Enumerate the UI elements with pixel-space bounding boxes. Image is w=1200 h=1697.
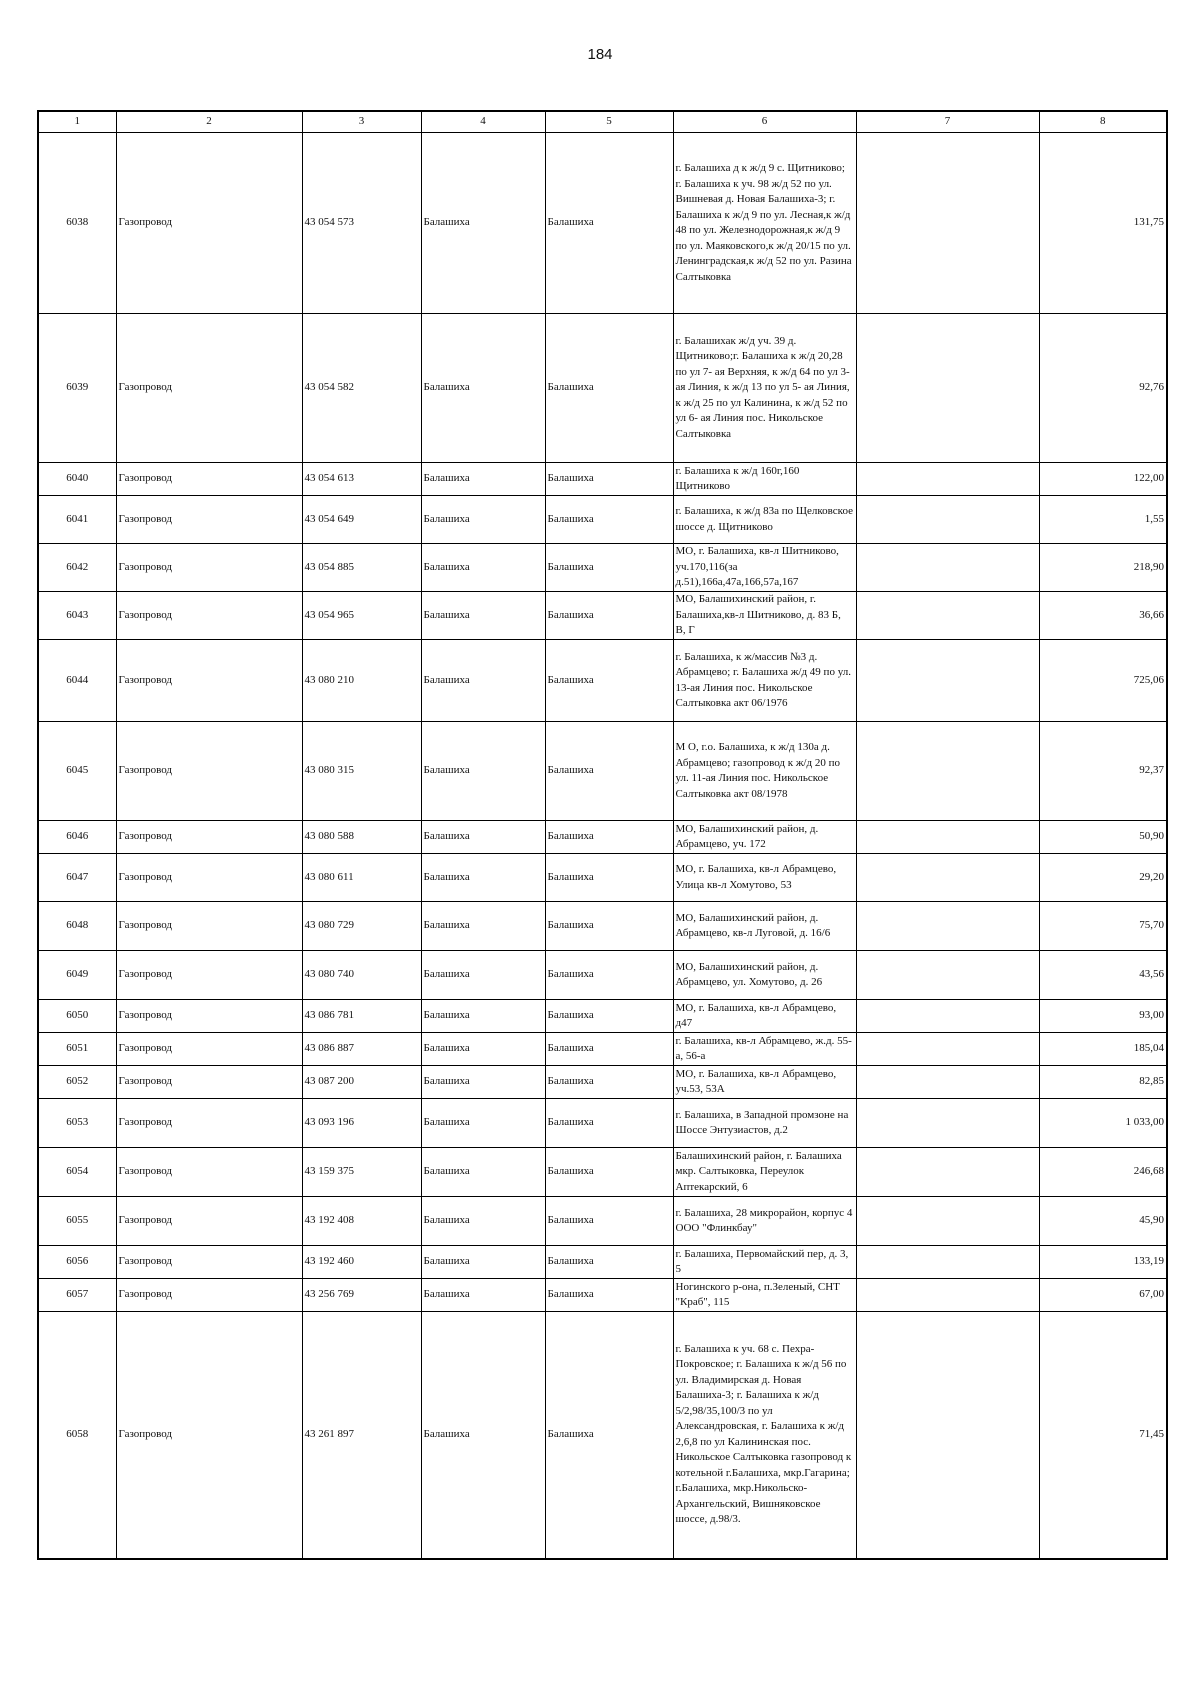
table-row: [38, 133, 1167, 314]
cell-municipality: Балашиха: [545, 1099, 673, 1148]
cell-code: 43 054 965: [302, 592, 421, 640]
cell-municipality: Балашиха: [545, 1148, 673, 1197]
cell-code: 43 192 460: [302, 1246, 421, 1279]
cell-municipality: Балашиха: [545, 314, 673, 463]
cell-number: 6045: [38, 722, 116, 821]
table-row: [38, 314, 1167, 463]
cell-municipality: Балашиха: [545, 1246, 673, 1279]
cell-code: 43 080 729: [302, 902, 421, 951]
cell-value: 246,68: [1039, 1148, 1167, 1197]
cell-locality: Балашиха: [421, 1099, 545, 1148]
cell-name: Газопровод: [116, 1197, 302, 1246]
cell-empty: [856, 1000, 1039, 1033]
cell-name: Газопровод: [116, 133, 302, 314]
cell-value: 82,85: [1039, 1066, 1167, 1099]
cell-value: 67,00: [1039, 1279, 1167, 1312]
cell-value: 92,37: [1039, 722, 1167, 821]
table-row: [38, 1033, 1167, 1066]
table-row: [38, 592, 1167, 640]
table-row: [38, 1246, 1167, 1279]
cell-name: Газопровод: [116, 854, 302, 902]
cell-empty: [856, 722, 1039, 821]
cell-locality: Балашиха: [421, 951, 545, 1000]
table-row: [38, 640, 1167, 722]
table-row: [38, 821, 1167, 854]
table-row: [38, 951, 1167, 1000]
cell-locality: Балашиха: [421, 821, 545, 854]
cell-value: 36,66: [1039, 592, 1167, 640]
cell-name: Газопровод: [116, 1000, 302, 1033]
cell-empty: [856, 592, 1039, 640]
table-row: [38, 1312, 1167, 1559]
cell-locality: Балашиха: [421, 1197, 545, 1246]
cell-value: 218,90: [1039, 544, 1167, 592]
cell-municipality: Балашиха: [545, 854, 673, 902]
table-row: [38, 902, 1167, 951]
cell-name: Газопровод: [116, 902, 302, 951]
cell-value: 43,56: [1039, 951, 1167, 1000]
cell-number: 6039: [38, 314, 116, 463]
cell-empty: [856, 1099, 1039, 1148]
cell-address: г. Балашиха, Первомайский пер, д. 3, 5: [673, 1246, 856, 1279]
cell-name: Газопровод: [116, 463, 302, 496]
cell-municipality: Балашиха: [545, 1000, 673, 1033]
cell-empty: [856, 1279, 1039, 1312]
table-row: [38, 1000, 1167, 1033]
cell-address: г. Балашихак ж/д уч. 39 д. Щитниково;г. Балашиха к ж/д 20,28 по ул 7- ая Верхняя, к ж/д 64 по ул 3- ая Линия, к ж/д 13 по ул 5- ая Линия, к ж/д 25 по ул Калинина, к ж/д 52 по ул 6- ая Линия пос. Никольское Салтыковка: [673, 314, 856, 463]
cell-empty: [856, 854, 1039, 902]
cell-municipality: Балашиха: [545, 821, 673, 854]
cell-number: 6056: [38, 1246, 116, 1279]
cell-empty: [856, 314, 1039, 463]
column-header-2: 2: [116, 111, 302, 133]
cell-empty: [856, 1246, 1039, 1279]
cell-empty: [856, 544, 1039, 592]
cell-address: г. Балашиха к ж/д 160г,160 Щитниково: [673, 463, 856, 496]
cell-address: МО, Балашихинский район, д. Абрамцево, уч. 172: [673, 821, 856, 854]
cell-code: 43 087 200: [302, 1066, 421, 1099]
cell-address: г. Балашиха, 28 микрорайон, корпус 4 ООО "Флинкбау": [673, 1197, 856, 1246]
cell-locality: Балашиха: [421, 854, 545, 902]
cell-number: 6053: [38, 1099, 116, 1148]
column-header-4: 4: [421, 111, 545, 133]
cell-value: 50,90: [1039, 821, 1167, 854]
cell-code: 43 192 408: [302, 1197, 421, 1246]
cell-empty: [856, 1066, 1039, 1099]
cell-number: 6046: [38, 821, 116, 854]
table-row: [38, 1099, 1167, 1148]
table-row: [38, 1066, 1167, 1099]
cell-address: г. Балашиха к уч. 68 с. Пехра-Покровское; г. Балашиха к ж/д 56 по ул. Владимирская д. Новая Балашиха-3; г. Балашиха к ж/д 5/2,98/35,100/3 по ул Александровская, г. Балашиха к ж/д 2,6,8 по ул Калининская пос. Никольское Салтыковка газопровод к котельной г.Балашиха, мкр.Гагарина; г.Балашиха, мкр.Никольско-Архангельский, Вишняковское шоссе, д.98/3.: [673, 1312, 856, 1559]
cell-code: 43 054 649: [302, 496, 421, 544]
table-row: [38, 1279, 1167, 1312]
cell-value: 185,04: [1039, 1033, 1167, 1066]
cell-locality: Балашиха: [421, 722, 545, 821]
cell-value: 133,19: [1039, 1246, 1167, 1279]
cell-empty: [856, 902, 1039, 951]
cell-name: Газопровод: [116, 821, 302, 854]
cell-empty: [856, 821, 1039, 854]
cell-code: 43 054 582: [302, 314, 421, 463]
cell-empty: [856, 1312, 1039, 1559]
cell-municipality: Балашиха: [545, 544, 673, 592]
cell-value: 1,55: [1039, 496, 1167, 544]
cell-address: г. Балашиха, к ж/массив №3 д. Абрамцево; г. Балашиха ж/д 49 по ул. 13-ая Линия пос. Никольское Салтыковка акт 06/1976: [673, 640, 856, 722]
cell-empty: [856, 1148, 1039, 1197]
cell-value: 122,00: [1039, 463, 1167, 496]
column-header-1: 1: [38, 111, 116, 133]
cell-address: Ногинского р-она, п.Зеленый, СНТ "Краб", 115: [673, 1279, 856, 1312]
cell-empty: [856, 640, 1039, 722]
page-number: 184: [587, 46, 613, 63]
table-row: [38, 544, 1167, 592]
cell-number: 6041: [38, 496, 116, 544]
table-row: [38, 722, 1167, 821]
cell-name: Газопровод: [116, 314, 302, 463]
cell-number: 6043: [38, 592, 116, 640]
cell-locality: Балашиха: [421, 1148, 545, 1197]
cell-value: 92,76: [1039, 314, 1167, 463]
cell-address: МО, Балашихинский район, д. Абрамцево, кв-л Луговой, д. 16/6: [673, 902, 856, 951]
column-header-3: 3: [302, 111, 421, 133]
cell-name: Газопровод: [116, 1312, 302, 1559]
cell-number: 6042: [38, 544, 116, 592]
cell-municipality: Балашиха: [545, 1312, 673, 1559]
cell-address: МО, г. Балашиха, кв-л Абрамцево, Улица кв-л Хомутово, 53: [673, 854, 856, 902]
cell-number: 6047: [38, 854, 116, 902]
cell-number: 6038: [38, 133, 116, 314]
cell-name: Газопровод: [116, 1066, 302, 1099]
cell-code: 43 080 588: [302, 821, 421, 854]
cell-address: МО, Балашихинский район, д. Абрамцево, ул. Хомутово, д. 26: [673, 951, 856, 1000]
cell-value: 75,70: [1039, 902, 1167, 951]
cell-address: МО, Балашихинский район, г. Балашиха,кв-л Шитниково, д. 83 Б, В, Г: [673, 592, 856, 640]
cell-empty: [856, 496, 1039, 544]
cell-address: г. Балашиха, к ж/д 83а по Щелковское шоссе д. Щитниково: [673, 496, 856, 544]
cell-value: 725,06: [1039, 640, 1167, 722]
cell-number: 6049: [38, 951, 116, 1000]
cell-number: 6052: [38, 1066, 116, 1099]
cell-address: МО, г. Балашиха, кв-л Абрамцево, уч.53, 53А: [673, 1066, 856, 1099]
cell-name: Газопровод: [116, 640, 302, 722]
cell-code: 43 080 315: [302, 722, 421, 821]
cell-name: Газопровод: [116, 544, 302, 592]
cell-locality: Балашиха: [421, 902, 545, 951]
cell-address: МО, г. Балашиха, кв-л Шитниково, уч.170,116(за д.51),166а,47а,166,57а,167: [673, 544, 856, 592]
cell-number: 6057: [38, 1279, 116, 1312]
table-row: [38, 496, 1167, 544]
cell-locality: Балашиха: [421, 1312, 545, 1559]
cell-locality: Балашиха: [421, 592, 545, 640]
cell-code: 43 080 210: [302, 640, 421, 722]
cell-locality: Балашиха: [421, 314, 545, 463]
cell-code: 43 261 897: [302, 1312, 421, 1559]
cell-name: Газопровод: [116, 1279, 302, 1312]
cell-number: 6058: [38, 1312, 116, 1559]
cell-locality: Балашиха: [421, 640, 545, 722]
cell-municipality: Балашиха: [545, 1197, 673, 1246]
cell-locality: Балашиха: [421, 463, 545, 496]
cell-locality: Балашиха: [421, 544, 545, 592]
cell-code: 43 256 769: [302, 1279, 421, 1312]
cell-value: 71,45: [1039, 1312, 1167, 1559]
cell-value: 45,90: [1039, 1197, 1167, 1246]
cell-code: 43 080 611: [302, 854, 421, 902]
cell-number: 6040: [38, 463, 116, 496]
cell-name: Газопровод: [116, 592, 302, 640]
cell-municipality: Балашиха: [545, 951, 673, 1000]
cell-municipality: Балашиха: [545, 1279, 673, 1312]
cell-locality: Балашиха: [421, 1279, 545, 1312]
cell-name: Газопровод: [116, 496, 302, 544]
cell-value: 131,75: [1039, 133, 1167, 314]
table-body: [38, 133, 1167, 1559]
cell-locality: Балашиха: [421, 1033, 545, 1066]
cell-empty: [856, 1033, 1039, 1066]
cell-code: 43 159 375: [302, 1148, 421, 1197]
cell-address: МО, г. Балашиха, кв-л Абрамцево, д47: [673, 1000, 856, 1033]
table-row: [38, 1148, 1167, 1197]
column-header-6: 6: [673, 111, 856, 133]
cell-name: Газопровод: [116, 1099, 302, 1148]
column-header-8: 8: [1039, 111, 1167, 133]
cell-code: 43 054 885: [302, 544, 421, 592]
cell-code: 43 093 196: [302, 1099, 421, 1148]
cell-locality: Балашиха: [421, 1246, 545, 1279]
cell-number: 6048: [38, 902, 116, 951]
cell-address: г. Балашиха д к ж/д 9 с. Щитниково; г. Балашиха к уч. 98 ж/д 52 по ул. Вишневая д. Новая Балашиха-3; г. Балашиха к ж/д 9 по ул. Лесная,к ж/д 48 по ул. Железнодорожная,к ж/д 9 по ул. Маяковского,к ж/д 20/15 по ул. Ленинградская,к ж/д 52 по ул. Разина Салтыковка: [673, 133, 856, 314]
cell-code: 43 054 573: [302, 133, 421, 314]
cell-locality: Балашиха: [421, 496, 545, 544]
cell-value: 1 033,00: [1039, 1099, 1167, 1148]
cell-locality: Балашиха: [421, 1066, 545, 1099]
cell-code: 43 086 781: [302, 1000, 421, 1033]
cell-name: Газопровод: [116, 722, 302, 821]
cell-empty: [856, 463, 1039, 496]
table-header: [38, 111, 1167, 133]
cell-address: г. Балашиха, в Западной промзоне на Шоссе Энтузиастов, д.2: [673, 1099, 856, 1148]
cell-address: г. Балашиха, кв-л Абрамцево, ж.д. 55-а, 56-а: [673, 1033, 856, 1066]
cell-empty: [856, 951, 1039, 1000]
header-row: [38, 111, 1167, 133]
cell-address: Балашихинский район, г. Балашиха мкр. Салтыковка, Переулок Аптекарский, 6: [673, 1148, 856, 1197]
cell-number: 6050: [38, 1000, 116, 1033]
cell-name: Газопровод: [116, 1148, 302, 1197]
cell-municipality: Балашиха: [545, 640, 673, 722]
table-row: [38, 463, 1167, 496]
cell-municipality: Балашиха: [545, 1066, 673, 1099]
cell-number: 6051: [38, 1033, 116, 1066]
cell-value: 93,00: [1039, 1000, 1167, 1033]
cell-code: 43 080 740: [302, 951, 421, 1000]
cell-municipality: Балашиха: [545, 592, 673, 640]
cell-name: Газопровод: [116, 1033, 302, 1066]
cell-locality: Балашиха: [421, 1000, 545, 1033]
cell-number: 6044: [38, 640, 116, 722]
cell-value: 29,20: [1039, 854, 1167, 902]
column-header-7: 7: [856, 111, 1039, 133]
table-row: [38, 854, 1167, 902]
cell-municipality: Балашиха: [545, 133, 673, 314]
registry-table: [37, 110, 1168, 1560]
cell-empty: [856, 1197, 1039, 1246]
table-row: [38, 1197, 1167, 1246]
cell-empty: [856, 133, 1039, 314]
cell-address: М О, г.о. Балашиха, к ж/д 130а д. Абрамцево; газопровод к ж/д 20 по ул. 11-ая Линия пос. Никольское Салтыковка акт 08/1978: [673, 722, 856, 821]
cell-name: Газопровод: [116, 1246, 302, 1279]
cell-number: 6054: [38, 1148, 116, 1197]
column-header-5: 5: [545, 111, 673, 133]
cell-code: 43 054 613: [302, 463, 421, 496]
cell-municipality: Балашиха: [545, 496, 673, 544]
cell-number: 6055: [38, 1197, 116, 1246]
cell-name: Газопровод: [116, 951, 302, 1000]
cell-municipality: Балашиха: [545, 1033, 673, 1066]
cell-municipality: Балашиха: [545, 722, 673, 821]
cell-municipality: Балашиха: [545, 463, 673, 496]
cell-code: 43 086 887: [302, 1033, 421, 1066]
cell-locality: Балашиха: [421, 133, 545, 314]
cell-municipality: Балашиха: [545, 902, 673, 951]
